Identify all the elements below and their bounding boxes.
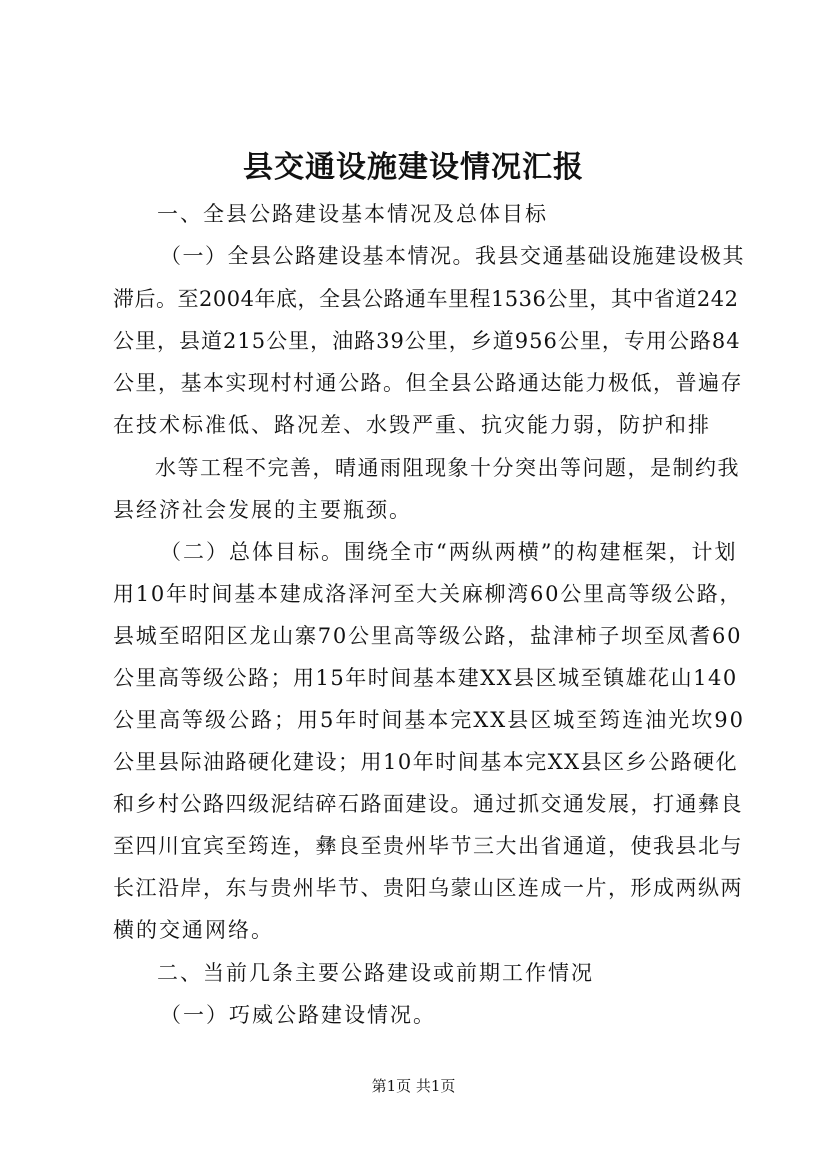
paragraph-line: 县经济社会发展的主要瓶颈。 [113, 498, 412, 522]
paragraph-line: 在技术标准低、路况差、水毁严重、抗灾能力弱，防护和排 [113, 413, 711, 437]
page-footer: 第1页 共1页 [371, 1077, 456, 1095]
paragraph-line: 公里，基本实现村村通公路。但全县公路通达能力极低，普遍存 [113, 371, 743, 395]
paragraph-line: （二）总体目标。围绕全市“两纵两横”的构建框架，计划 [160, 540, 738, 564]
paragraph-line: 用10年时间基本建成洛泽河至大关麻柳湾60公里高等级公路， [113, 582, 743, 606]
section-heading-1: 一、全县公路建设基本情况及总体目标 [157, 202, 548, 226]
paragraph-line: 公里高等级公路；用15年时间基本建XX县区城至镇雄花山140 [113, 666, 738, 690]
section-heading-2: 二、当前几条主要公路建设或前期工作情况 [157, 961, 594, 985]
paragraph-line: 滞后。至2004年底，全县公路通车里程1536公里，其中省道242 [113, 287, 739, 311]
paragraph-line: 和乡村公路四级泥结碎石路面建设。通过抓交通发展，打通彝良 [113, 792, 743, 816]
paragraph-line: 长江沿岸，东与贵州毕节、贵阳乌蒙山区连成一片，形成两纵两 [113, 876, 743, 900]
paragraph-line: 公里，县道215公里，油路39公里，乡道956公里，专用公路84 [113, 329, 741, 353]
document-title: 县交通设施建设情况汇报 [243, 150, 584, 185]
paragraph-line: 公里高等级公路；用5年时间基本完XX县区城至筠连油光坎90 [113, 708, 745, 732]
paragraph-line: 公里县际油路硬化建设；用10年时间基本完XX县区乡公路硬化 [113, 750, 739, 774]
paragraph-line: 横的交通网络。 [113, 918, 274, 942]
paragraph-line: 县城至昭阳区龙山寨70公里高等级公路，盐津柿子坝至凤耆60 [113, 624, 743, 648]
subsection-heading: （一）巧威公路建设情况。 [160, 1003, 436, 1027]
paragraph-line: 水等工程不完善，晴通雨阻现象十分突出等问题，是制约我 [155, 456, 740, 480]
paragraph-line: （一）全县公路建设基本情况。我县交通基础设施建设极其 [160, 244, 745, 268]
paragraph-line: 至四川宜宾至筠连，彝良至贵州毕节三大出省通道，使我县北与 [113, 834, 743, 858]
